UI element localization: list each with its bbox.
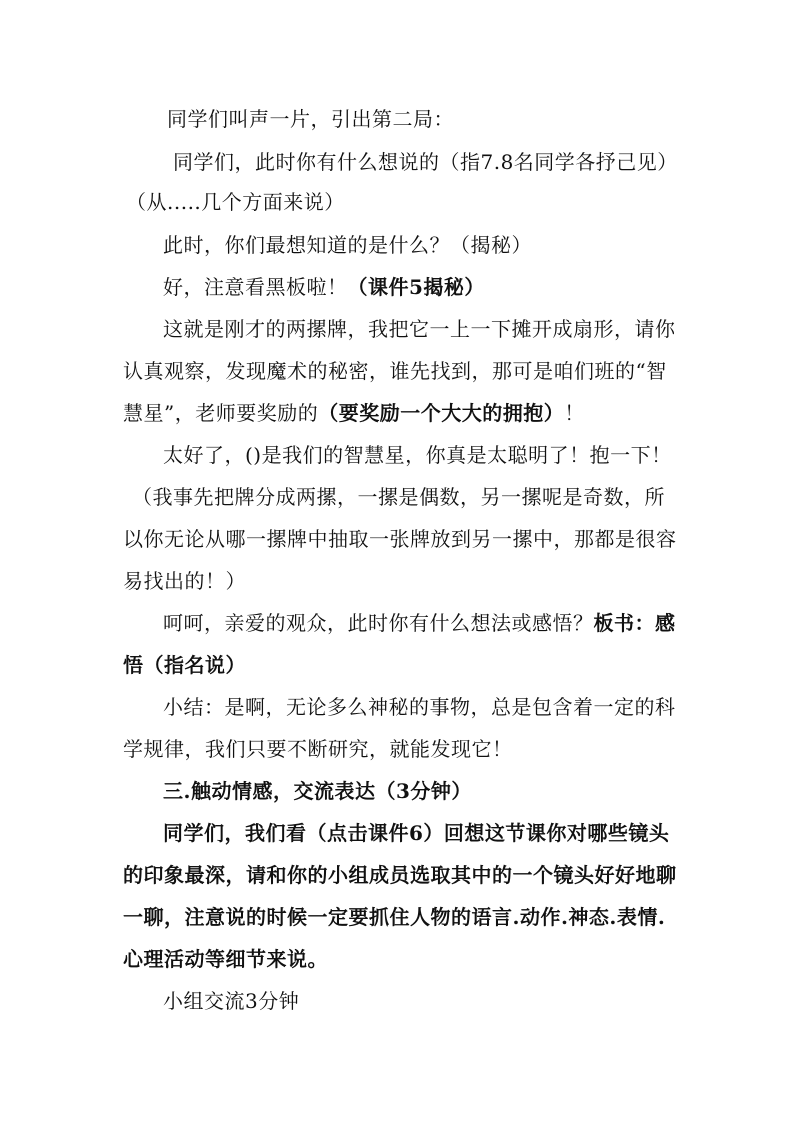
paragraph-line [123,946,328,972]
text-run: 慧星”，老师要奖励的 [123,401,319,425]
bold-text-run: （要奖励一个大大的拥抱） [318,401,565,425]
paragraph-line [126,189,345,215]
bold-text-run: 板书：感 [593,611,676,635]
paragraph-line [123,652,246,678]
paragraph-line [123,904,665,930]
text-run: 以你无论从哪一摞牌中抽取一张牌放到另一摞中，那都是很容 [123,527,677,551]
text-run: 小组交流3分钟 [163,989,300,1013]
paragraph-line [123,358,667,384]
paragraph-line [123,862,677,888]
paragraph-line [163,694,676,720]
text-run: 太好了，()是我们的智慧星，你真是太聪明了！抱一下！ [163,443,672,467]
paragraph-line [163,442,672,468]
paragraph-line [163,232,532,258]
text-run: ！ [564,401,585,425]
text-run: 小结：是啊，无论多么神秘的事物，总是包含着一定的科 [163,695,676,719]
paragraph-line [163,316,676,342]
paragraph-line [167,106,454,132]
paragraph-line [123,526,677,552]
paragraph-line [163,820,669,846]
text-run: 学规律，我们只要不断研究，就能发现它！ [123,737,513,761]
text-run: 同学们叫声一片，引出第二局： [167,107,454,131]
text-run: 此时，你们最想知道的是什么？（揭秘） [163,233,532,257]
paragraph-line [163,988,299,1014]
bold-text-run: （课件5揭秘） [347,275,485,299]
text-run: 好，注意看黑板啦！ [163,275,348,299]
text-run: 易找出的！） [123,569,246,593]
text-run: 一聊，注意说的时候一定要抓住人物的语言.动作.神态.表情. [123,905,666,929]
text-run: 同学们，我们看（点击课件6）回想这节课你对哪些镜头 [163,821,670,845]
section-heading [163,778,472,804]
text-run: 认真观察，发现魔术的秘密，谁先找到，那可是咱们班的“智 [123,359,667,383]
bold-text-run: 悟（指名说） [123,653,246,677]
text-run: 这就是刚才的两摞牌，我把它一上一下摊开成扇形，请你 [163,317,676,341]
paragraph-line [123,568,246,594]
text-run: 的印象最深，请和你的小组成员选取其中的一个镜头好好地聊 [123,863,677,887]
paragraph-line [173,149,678,175]
text-run: 心理活动等细节来说。 [123,947,328,971]
text-run: 同学们，此时你有什么想说的（指7.8名同学各抒己见） [173,150,678,174]
paragraph-line [123,736,513,762]
paragraph-line [163,274,485,300]
text-run: （从.....几个方面来说） [126,190,345,214]
text-run: （我事先把牌分成两摞，一摞是偶数，另一摞呢是奇数，所 [132,485,665,509]
paragraph-line [132,484,665,510]
paragraph-line [123,400,585,426]
paragraph-line [163,610,676,636]
text-run: 呵呵，亲爱的观众，此时你有什么想法或感悟？ [163,611,594,635]
text-run: 三.触动情感，交流表达（3分钟） [163,779,472,803]
